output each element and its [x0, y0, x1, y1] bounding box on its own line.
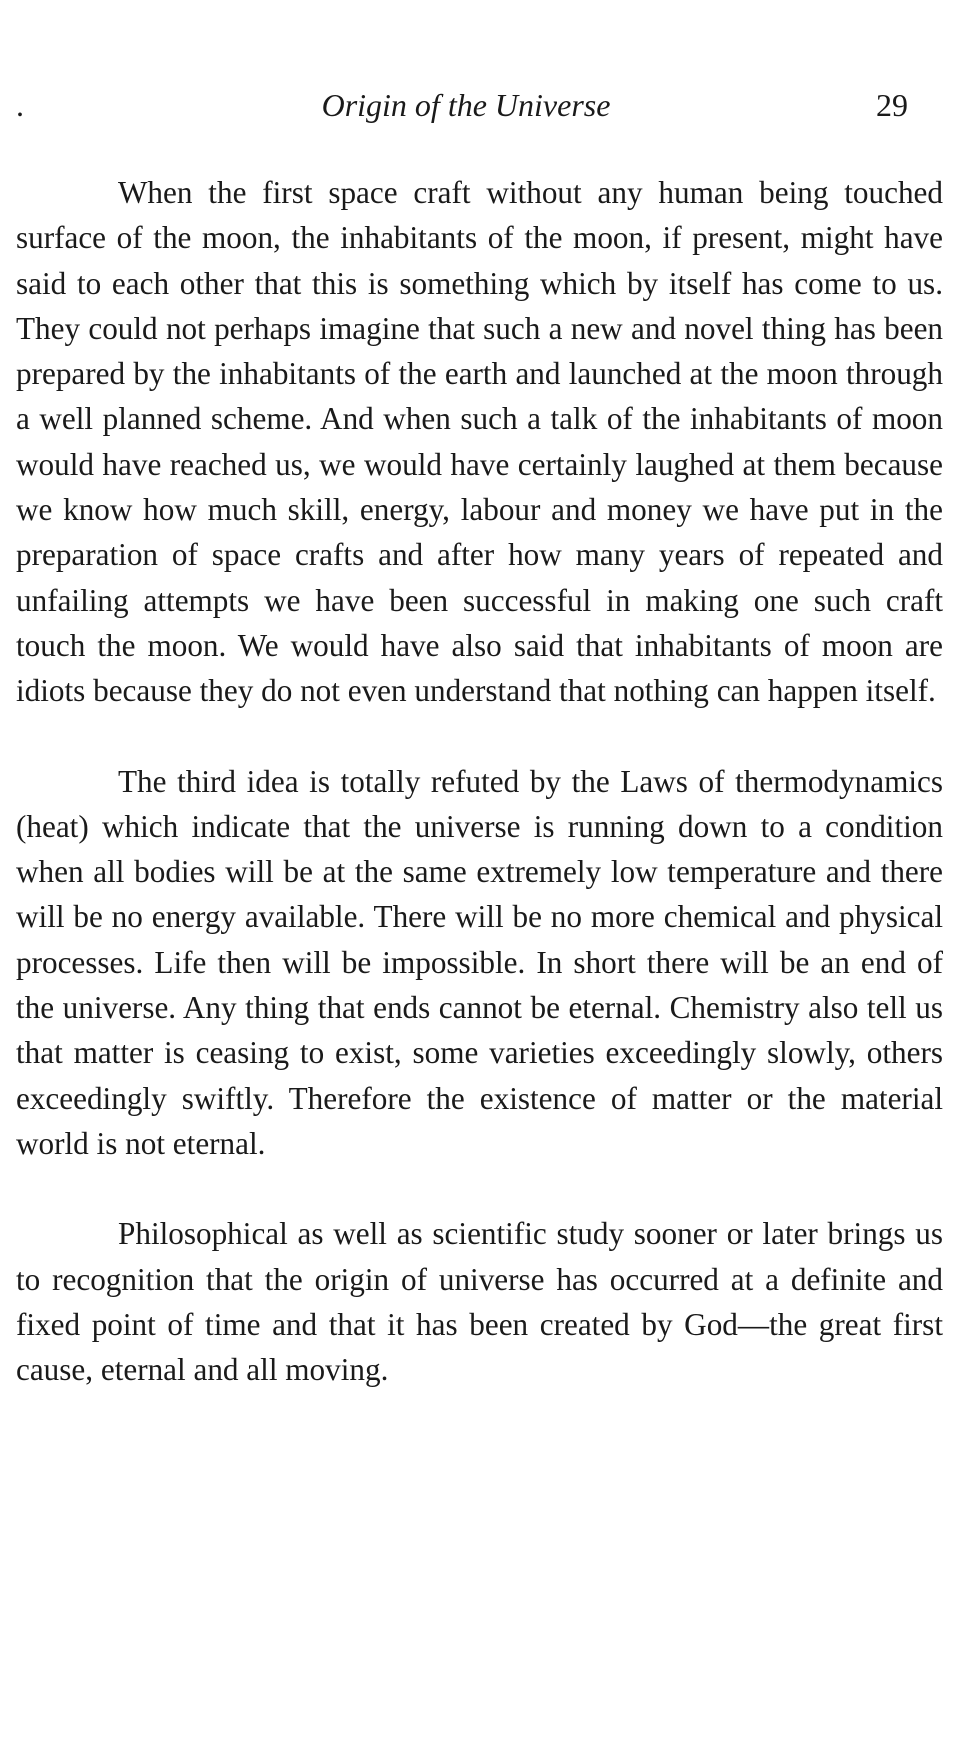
- page-body: [16, 170, 943, 1392]
- page-number: 29: [876, 87, 908, 123]
- running-header: [16, 80, 916, 130]
- header-marker: .: [16, 87, 24, 123]
- paragraph-conclusion: Philosophical as well as scientific study sooner or later brings us to recognition that the origin of universe has occurred at a definite and fixed point of time and that it has been created by God—the great first cause, eternal and all moving.: [16, 1216, 943, 1388]
- paragraph-moon-analogy: When the first space craft without any human being touched surface of the moon, the inhabitants of the moon, if present, might have said to each other that this is something which by itself has come to us. They could not perhaps imagine that such a new and novel thing has been prepared by the inhabitants of the earth and launched at the moon through a well planned scheme. And when such a talk of the inhabitants of moon would have reached us, we would have certainly laughed at them because we know how much skill, energy, labour and money we have put in the preparation of space crafts and after how many years of repeated and unfailing attempts we have been successful in making one such craft touch the moon. We would have also said that inhabitants of moon are idiots because they do not even understand that nothing can happen itself.: [16, 175, 943, 709]
- paragraph-thermodynamics: The third idea is totally refuted by the Laws of thermodynamics (heat) which indicate that the universe is running down to a condition when all bodies will be at the same extremely low temperature and there will be no energy available. There will be no more chemical and physical processes. Life then will be impossible. In short there will be an end of the universe. Any thing that ends cannot be eternal. Chemistry also tell us that matter is ceasing to exist, some varieties exceedingly slowly, others exceedingly swiftly. Therefore the existence of matter or the material world is not eternal.: [16, 763, 943, 1161]
- chapter-title: Origin of the Universe: [321, 87, 611, 123]
